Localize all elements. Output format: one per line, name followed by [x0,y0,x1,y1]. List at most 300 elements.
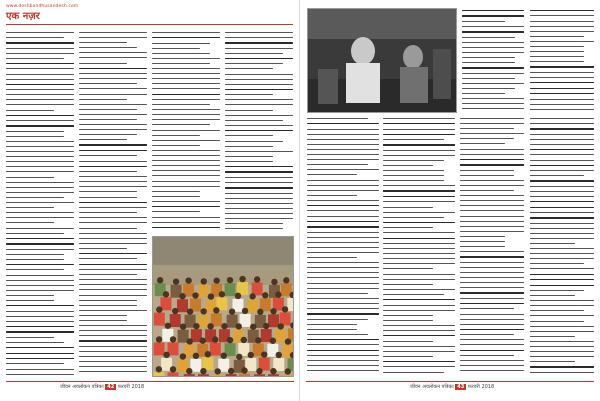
text-line [225,79,293,80]
text-line [79,37,147,38]
text-line [460,365,524,366]
page-footer [410,384,494,390]
text-line [6,269,64,270]
text-line [6,228,74,229]
text-line [383,325,455,326]
text-line [460,262,524,263]
text-line [152,73,220,74]
portrait-photo [307,8,457,113]
text-line [225,151,293,152]
text-line [79,119,137,120]
text-line [530,139,594,140]
text-line [152,135,200,136]
text-line [6,156,74,157]
text-line [383,341,433,342]
text-line [225,125,293,126]
text-line [462,73,524,74]
text-line [307,129,379,130]
text-line [79,248,127,249]
text-line [6,337,54,338]
text-line [6,233,64,234]
text-line [225,84,293,85]
text-line [307,180,379,181]
text-line [530,196,594,197]
text-line [152,140,220,141]
text-column-1 [462,10,524,112]
text-line [79,99,127,100]
text-line [152,206,220,207]
text-line [79,335,147,336]
text-line [383,165,433,166]
text-line [462,52,524,53]
text-line [383,372,444,373]
text-line [383,356,433,357]
text-line [6,115,74,116]
text-line [383,279,455,280]
text-line [6,131,64,132]
text-line [530,123,594,124]
text-line [225,213,293,214]
text-line [307,355,379,356]
text-line [225,104,293,105]
text-line [460,185,524,186]
text-line [530,361,575,362]
text-line [530,372,594,373]
text-line [383,144,455,145]
text-line [462,57,515,58]
text-line [225,130,293,131]
text-line [307,210,379,211]
text-line [307,195,357,196]
text-line [307,298,379,299]
footer-rule [306,381,594,382]
text-line [79,144,147,145]
text-line [530,336,575,337]
text-line [6,217,74,218]
text-line [530,366,594,367]
text-line [383,248,455,249]
text-line [152,94,220,95]
text-line [383,238,455,239]
text-line [79,305,137,306]
text-line [152,63,210,64]
text-line [152,155,220,156]
text-line [383,294,444,295]
text-line [152,170,220,171]
text-line [307,144,379,145]
text-line [6,197,64,198]
text-line [530,233,594,234]
text-line [462,10,524,11]
text-line [152,48,200,49]
text-line [307,134,379,135]
text-line [79,325,147,326]
text-line [530,186,594,187]
text-line [6,146,74,147]
text-line [530,104,594,105]
text-line [6,48,74,49]
text-line [307,319,368,320]
text-line [152,78,220,79]
text-line [530,274,594,275]
text-line [307,329,357,330]
text-line [225,48,293,49]
portrait-photo-image [308,9,457,113]
text-line [530,165,594,166]
text-line [530,326,594,327]
text-line [6,161,74,162]
text-line [307,232,379,233]
text-column-6 [530,118,594,376]
text-line [79,124,147,125]
text-line [460,303,524,304]
text-column-4 [225,32,293,232]
text-line [6,120,74,121]
text-line [225,120,283,121]
text-line [307,257,357,258]
text-line [6,331,74,332]
text-line [307,272,379,273]
text-line [460,236,505,237]
text-line [152,175,220,176]
text-line [152,124,210,125]
text-line [225,193,293,194]
text-line [307,190,379,191]
text-line [383,366,455,367]
text-line [530,356,594,357]
text-line [460,154,524,155]
text-line [79,181,147,182]
text-line [6,305,74,306]
text-line [79,197,137,198]
text-line [530,263,584,264]
text-line [225,146,273,147]
text-line [152,145,200,146]
text-line [225,37,293,38]
site-url[interactable]: www.deshbandhusandesh.com [6,4,79,9]
text-line [383,243,455,244]
text-line [79,238,147,239]
text-line [225,171,293,172]
text-line [152,181,220,182]
text-line [79,233,147,234]
text-line [383,268,433,269]
text-line [307,174,357,175]
text-line [152,104,210,105]
text-line [152,32,220,33]
text-line [383,170,444,171]
footer-rule [6,381,294,382]
text-column-3 [152,32,220,232]
text-line [307,339,379,340]
text-line [79,207,147,208]
text-line [530,46,584,47]
text-line [6,84,74,85]
text-line [6,192,74,193]
text-line [307,216,379,217]
text-line [460,350,524,351]
text-line [307,185,379,186]
text-line [530,223,594,224]
text-line [460,118,524,119]
text-line [530,217,594,218]
text-line [225,89,293,90]
text-line [307,344,379,345]
text-line [6,89,74,90]
text-line [79,295,147,296]
text-line [530,82,594,83]
text-line [225,99,293,100]
text-line [460,355,514,356]
text-line [6,222,54,223]
text-line [530,191,594,192]
text-line [530,243,575,244]
text-line [6,295,54,296]
text-line [462,21,505,22]
text-line [307,350,379,351]
footer-magazine: जीवन अवलोकन पत्रिका [410,384,454,390]
footer-month: फरवरी 2018 [117,384,145,390]
text-line [79,366,147,367]
text-line [530,238,594,239]
text-line [6,42,74,43]
text-line [460,360,524,361]
text-line [460,190,514,191]
text-line [530,15,594,16]
text-line [6,187,74,188]
text-line [383,134,455,135]
text-line [6,166,74,167]
text-line [530,331,594,332]
crowd-photo-image [153,237,294,377]
text-line [79,212,137,213]
text-line [152,150,220,151]
text-column-4 [383,118,455,376]
text-line [530,128,594,129]
text-line [6,342,64,343]
text-line [530,51,584,52]
text-column-1 [6,32,74,378]
text-line [6,259,64,260]
text-line [383,129,455,130]
text-line [79,129,147,130]
text-line [530,310,584,311]
text-line [79,139,127,140]
text-line [6,58,64,59]
text-line [307,293,368,294]
text-line [225,68,273,69]
text-line [79,176,147,177]
text-line [530,77,594,78]
text-line [462,103,524,104]
text-line [152,217,220,218]
text-line [225,198,293,199]
text-line [152,196,200,197]
text-line [79,371,147,372]
text-line [307,283,379,284]
text-line [383,274,455,275]
text-line [79,191,137,192]
text-line [307,169,379,170]
text-line [307,123,379,124]
text-line [79,134,137,135]
text-line [152,114,220,115]
text-line [79,42,127,43]
text-line [460,272,524,273]
text-line [6,290,74,291]
text-line [462,47,524,48]
text-line [530,134,594,135]
text-line [460,123,524,124]
text-line [460,251,524,252]
text-line [6,300,54,301]
text-line [383,284,433,285]
text-line [225,74,293,75]
text-line [79,274,137,275]
text-line [383,180,444,181]
text-line [79,356,147,357]
text-line [530,26,594,27]
text-line [152,68,220,69]
text-line [79,340,147,341]
text-line [79,217,147,218]
text-line [225,166,293,167]
text-line [383,190,455,191]
text-line [460,216,524,217]
text-line [225,182,293,183]
text-line [530,10,594,11]
text-line [530,118,594,119]
text-line [79,330,147,331]
text-line [6,280,74,281]
text-line [383,139,444,140]
text-line [79,155,137,156]
text-line [79,109,137,110]
text-line [530,228,594,229]
text-line [530,253,594,254]
text-line [225,187,293,188]
text-line [152,191,200,192]
text-line [383,160,444,161]
header-rule [6,24,293,25]
text-line [530,180,594,181]
text-line [460,241,505,242]
text-line [383,212,455,213]
text-line [307,334,368,335]
text-line [79,73,147,74]
text-line [530,36,584,37]
text-line [530,321,584,322]
footer-page-number: 43 [457,384,465,390]
text-line [530,144,594,145]
text-line [530,341,594,342]
text-line [307,154,379,155]
text-line [462,78,515,79]
text-line [79,202,147,203]
text-line [152,119,220,120]
text-line [530,315,594,316]
text-line [6,32,74,33]
text-line [530,41,594,42]
text-line [460,267,524,268]
text-line [79,351,147,352]
text-line [383,155,455,156]
text-line [79,315,127,316]
section-title: एक नज़र [6,11,40,22]
text-line [383,201,455,202]
text-line [79,243,147,244]
text-line [530,88,594,89]
text-line [383,351,455,352]
text-line [530,248,594,249]
text-line [79,258,137,259]
text-line [79,94,147,95]
text-line [307,267,379,268]
text-line [530,285,594,286]
text-line [307,221,379,222]
text-line [460,170,514,171]
text-line [460,334,514,335]
text-line [307,277,379,278]
text-line [6,369,74,370]
text-line [225,53,283,54]
text-line [460,282,524,283]
text-line [79,346,147,347]
text-line [6,326,74,327]
text-line [79,88,147,89]
text-line [6,68,74,69]
text-line [6,151,74,152]
text-line [383,299,455,300]
text-line [225,94,273,95]
footer-page-number: 42 [107,384,115,390]
text-line [152,43,210,44]
text-line [79,150,147,151]
text-line [383,207,433,208]
text-line [152,53,210,54]
text-line [383,123,455,124]
text-line [460,339,524,340]
text-line [152,83,220,84]
text-line [460,133,524,134]
text-line [225,110,273,111]
text-line [383,335,455,336]
text-line [79,300,137,301]
text-line [79,78,147,79]
text-line [530,300,594,301]
text-line [79,228,137,229]
text-line [460,287,524,288]
text-line [152,58,220,59]
text-line [530,56,584,57]
text-line [6,243,74,244]
text-line [6,104,74,105]
text-line [383,185,455,186]
text-line [460,205,524,206]
text-line [460,308,514,309]
text-line [79,83,137,84]
text-line [530,154,594,155]
text-line [6,53,74,54]
text-line [307,365,379,366]
text-line [6,207,54,208]
text-line [79,284,147,285]
text-line [152,201,220,202]
text-line [307,242,379,243]
text-line [460,277,524,278]
text-line [307,303,379,304]
text-line [6,321,74,322]
